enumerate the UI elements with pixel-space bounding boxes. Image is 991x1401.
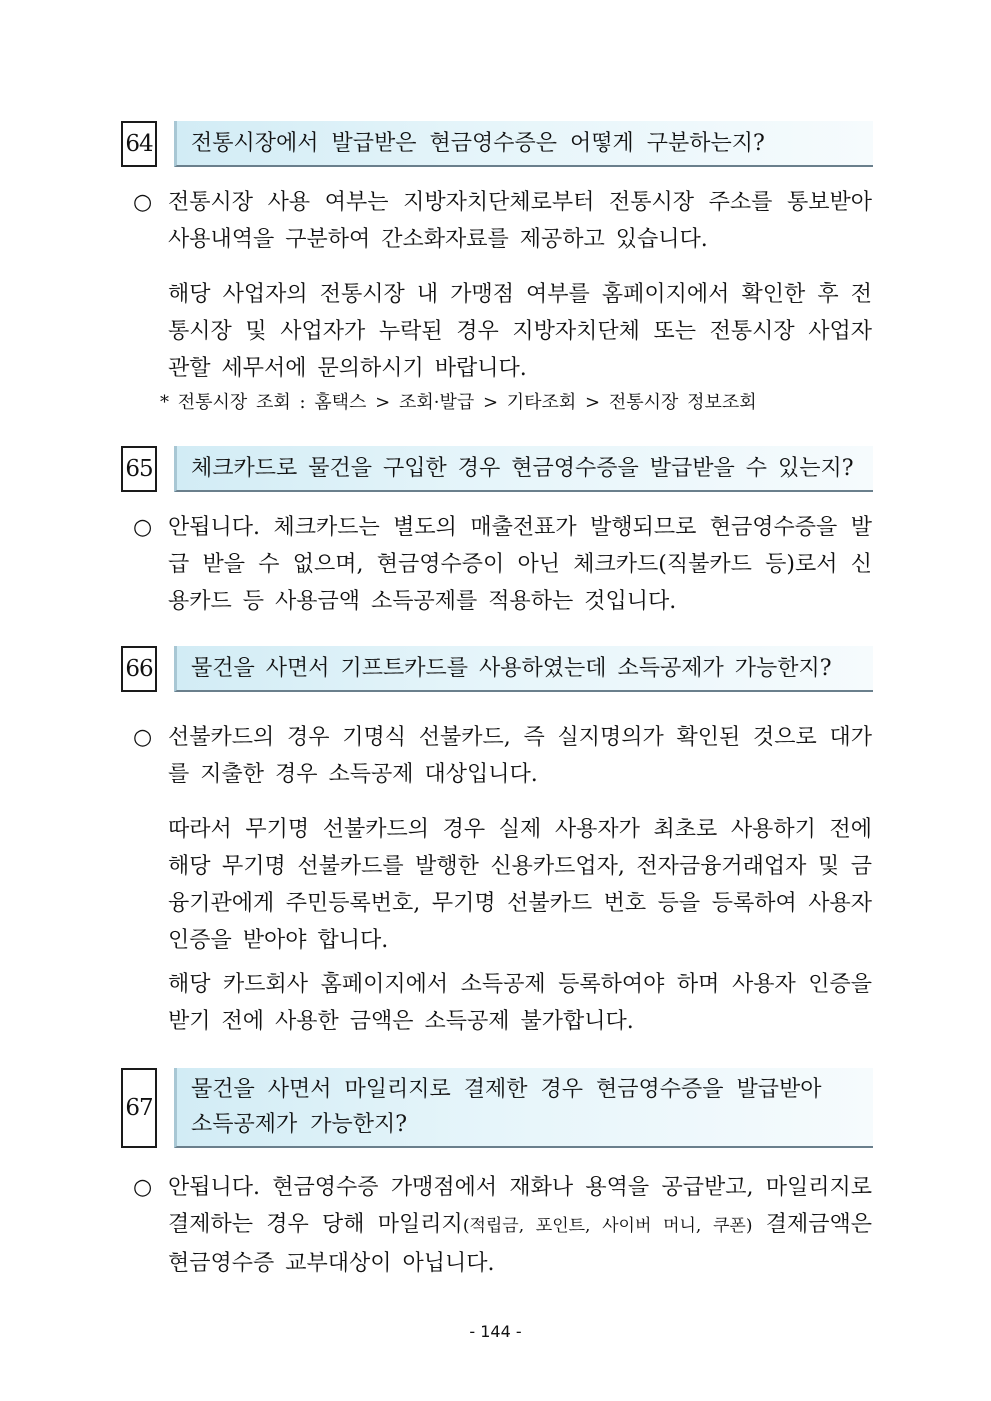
answer-text-part2: 결제금액은 현금영수증 교부대상이 아닙니다. [168,1212,872,1276]
question-title: 물건을 사면서 기프트카드를 사용하였는데 소득공제가 가능한지? [174,646,873,692]
question-66 [121,646,873,692]
bullet-icon: ○ [133,725,153,750]
answer-text: 전통시장 사용 여부는 지방자치단체로부터 전통시장 주소를 통보받아 사용내역을 구분하여 간소화자료를 제공하고 있습니다. [168,190,872,252]
question-title [174,1068,873,1148]
answer-text: 선불카드의 경우 기명식 선불카드, 즉 실지명의가 확인된 것으로 대가를 지출한 경우 소득공제 대상입니다. [168,725,872,787]
answer-text: 안됩니다. 체크카드는 별도의 매출전표가 발행되므로 현금영수증을 발급 받을 수 없으며, 현금영수증이 아닌 체크카드(직불카드 등)로서 신용카드 등 사용금액 소득공제를 적용하는 것입니다. [168,515,872,614]
question-65 [121,446,873,492]
answer-66-item [133,719,873,793]
answer-text-parenthetical: (적립금, 포인트, 사이버 머니, 쿠폰) [462,1216,753,1236]
question-title: 체크카드로 물건을 구입한 경우 현금영수증을 발급받을 수 있는지? [174,446,873,492]
question-title-line2: 소득공제가 가능한지? [191,1112,408,1137]
answer-65-item [133,509,873,620]
bullet-icon: ○ [133,515,153,540]
answer-text: 해당 카드회사 홈페이지에서 소득공제 등록하여야 하며 사용자 인증을 받기 전에 사용한 금액은 소득공제 불가합니다. [168,972,872,1034]
answer-text: 해당 사업자의 전통시장 내 가맹점 여부를 홈페이지에서 확인한 후 전통시장 및 사업자가 누락된 경우 지방자치단체 또는 전통시장 사업자 관할 세무서에 문의하시기 바랍니다. [168,282,872,381]
question-67 [121,1068,873,1148]
answer-text: 따라서 무기명 선불카드의 경우 실제 사용자가 최초로 사용하기 전에 해당 무기명 선불카드를 발행한 신용카드업자, 전자금융거래업자 및 금융기관에게 주민등록번호, 무기명 선불카드 번호 등을 등록하여 사용자 인증을 받아야 합니다. [168,817,872,953]
bullet-icon: ○ [133,190,153,215]
question-title-line1: 물건을 사면서 마일리지로 결제한 경우 현금영수증을 발급받아 [191,1077,822,1102]
question-number: 66 [121,646,157,692]
answer-67-item [133,1169,873,1282]
footnote: * 전통시장 조회 : 홈택스 > 조회·발급 > 기타조회 > 전통시장 정보조회 [160,392,757,413]
question-number: 67 [121,1068,157,1148]
page-number: - 144 - [469,1322,522,1341]
answer-64-item [133,184,873,258]
question-number: 65 [121,446,157,492]
question-title: 전통시장에서 발급받은 현금영수증은 어떻게 구분하는지? [174,121,873,167]
question-number: 64 [121,121,157,167]
bullet-icon: ○ [133,1175,153,1200]
answer-text-part1: 안됩니다. 현금영수증 가맹점에서 재화나 용역을 공급받고, 마일리지로 결제하는 경우 당해 마일리지 [168,1175,872,1237]
question-64 [121,121,873,167]
answer-text [168,1169,872,1282]
